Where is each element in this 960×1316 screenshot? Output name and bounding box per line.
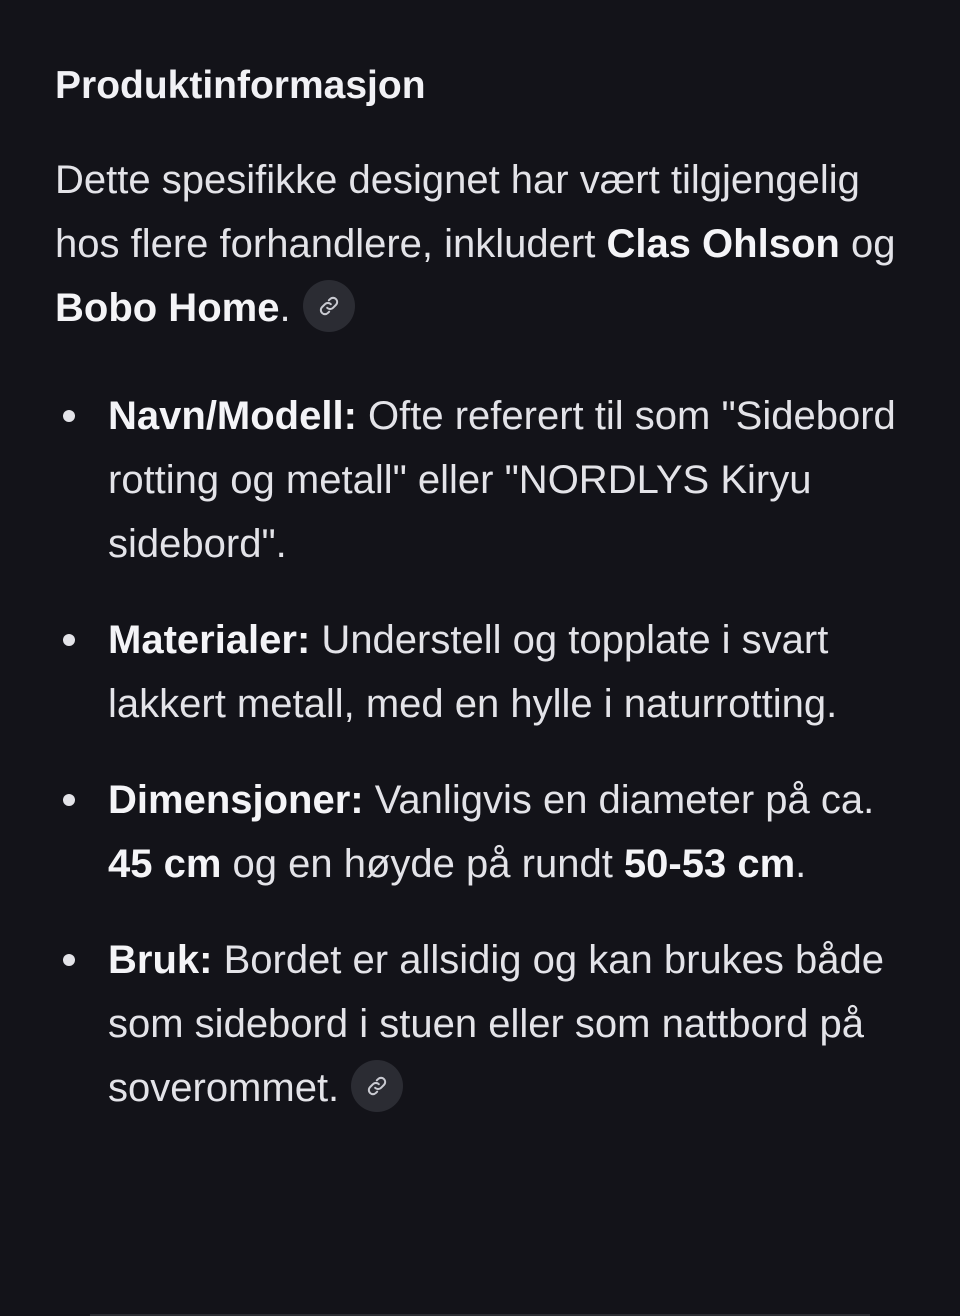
intro-connector: og [839,222,896,266]
intro-text: Dette spesifikke designet har vært tilgjengelig hos flere forhandlere, inkludert [55,158,860,266]
list-item-name-model [55,384,915,576]
list-item-usage [55,928,915,1120]
fact-text: Bordet er allsidig og kan brukes både som sidebord i stuen eller som nattbord på soverommet. [108,938,884,1110]
intro-period: . [279,286,291,330]
fact-label: Dimensjoner: [108,778,364,822]
intro-paragraph [55,148,915,340]
height-value: 50-53 cm [623,842,796,886]
fact-text: . [795,842,807,886]
diameter-value: 45 cm [108,842,222,886]
source-link-button[interactable] [303,280,355,332]
bullet-icon [63,794,75,806]
fact-text: Vanligvis en diameter på ca. [363,778,875,822]
fact-label: Bruk: [108,938,213,982]
source-link-button[interactable] [351,1060,403,1112]
fact-text: og en høyde på rundt [221,842,624,886]
bullet-icon [63,410,75,422]
link-icon [318,295,340,317]
response-content [55,58,915,1152]
retailer-bobo-home: Bobo Home [55,286,280,330]
retailer-clas-ohlson: Clas Ohlson [606,222,840,266]
fact-label: Materialer: [108,618,311,662]
section-heading: Produktinformasjon [55,64,426,107]
fact-label: Navn/Modell: [108,394,357,438]
list-item-materials [55,608,915,736]
fact-text: Ofte referert til som "Sidebord rotting og metall" eller "NORDLYS Kiryu sidebord". [108,394,896,566]
fact-list [55,384,915,1120]
fact-text: Understell og topplate i svart lakkert metall, med en hylle i naturrotting. [108,618,838,726]
bullet-icon [63,954,75,966]
bullet-icon [63,634,75,646]
list-item-dimensions [55,768,915,896]
link-icon [366,1075,388,1097]
